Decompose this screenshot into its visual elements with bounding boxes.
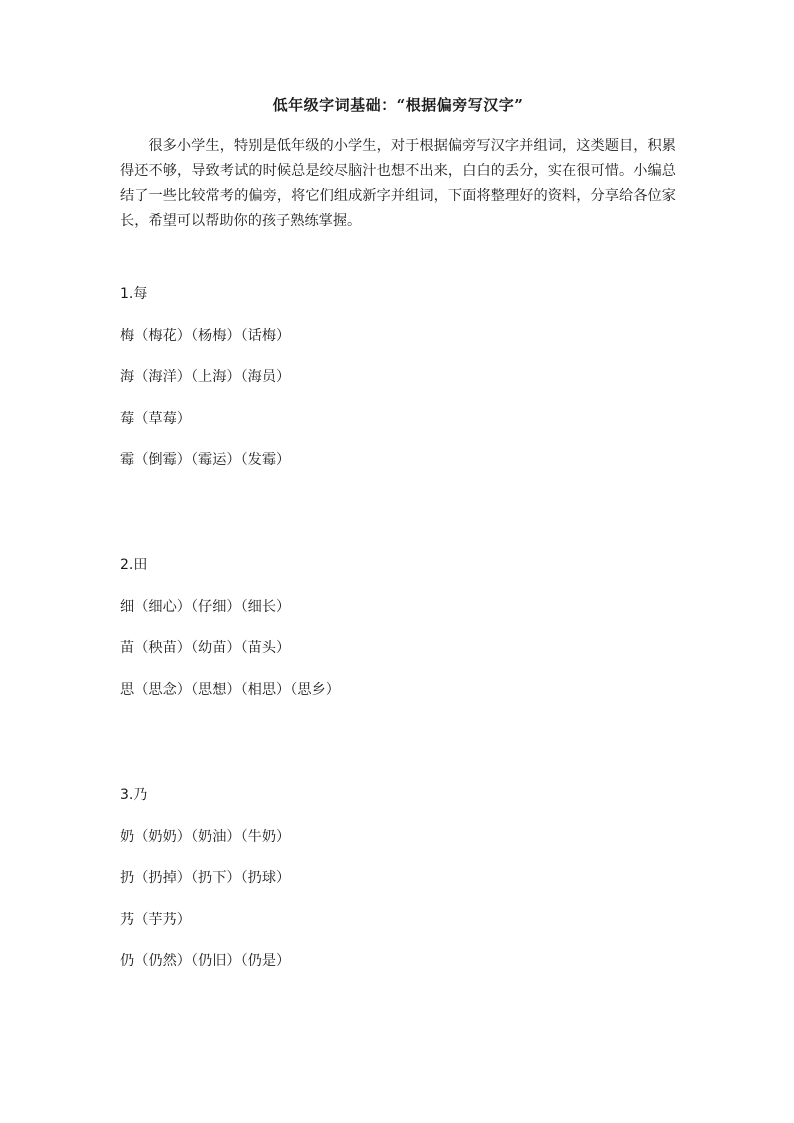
- word-group-item: 梅（梅花）（杨梅）（话梅）: [120, 327, 291, 344]
- intro-paragraph: 很多小学生，特别是低年级的小学生，对于根据偏旁写汉字并组词，这类题目，积累得还不够，导致考试的时候总是绞尽脑汁也想不出来，白白的丢分，实在很可惜。小编总结了一些比较常考的偏旁，将它们组成新字并组词，下面将整理好的资料，分享给各位家长，希望可以帮助你的孩子熟练掌握。: [120, 138, 676, 229]
- word-group-item: 莓（草莓）: [120, 410, 191, 427]
- word-group-item: 苗（秧苗）（幼苗）（苗头）: [120, 640, 291, 656]
- section-nai: [120, 785, 676, 971]
- word-group-item: 海（海洋）（上海）（海员）: [120, 369, 291, 385]
- section-heading: 3.乃: [120, 787, 148, 803]
- word-group-item: 思（思念）（思想）（相思）（思乡）: [120, 681, 340, 698]
- word-group-item: 仍（仍然）（仍旧）（仍是）: [120, 953, 291, 969]
- word-group-item: 奶（奶奶）（奶油）（牛奶）: [120, 828, 291, 845]
- section-heading: 1.每: [120, 286, 148, 302]
- word-group-item: 细（细心）（仔细）（细长）: [120, 598, 291, 615]
- section-mei: [120, 284, 676, 470]
- word-group-item: 艿（芋艿）: [120, 911, 191, 928]
- document-title: 低年级字词基础：“根据偏旁写汉字”: [272, 96, 524, 114]
- section-tian: [120, 555, 676, 700]
- word-group-item: 霉（倒霉）（霉运）（发霉）: [120, 452, 291, 468]
- section-heading: 2.田: [120, 557, 148, 573]
- word-group-item: 扔（扔掉）（扔下）（扔球）: [120, 870, 291, 886]
